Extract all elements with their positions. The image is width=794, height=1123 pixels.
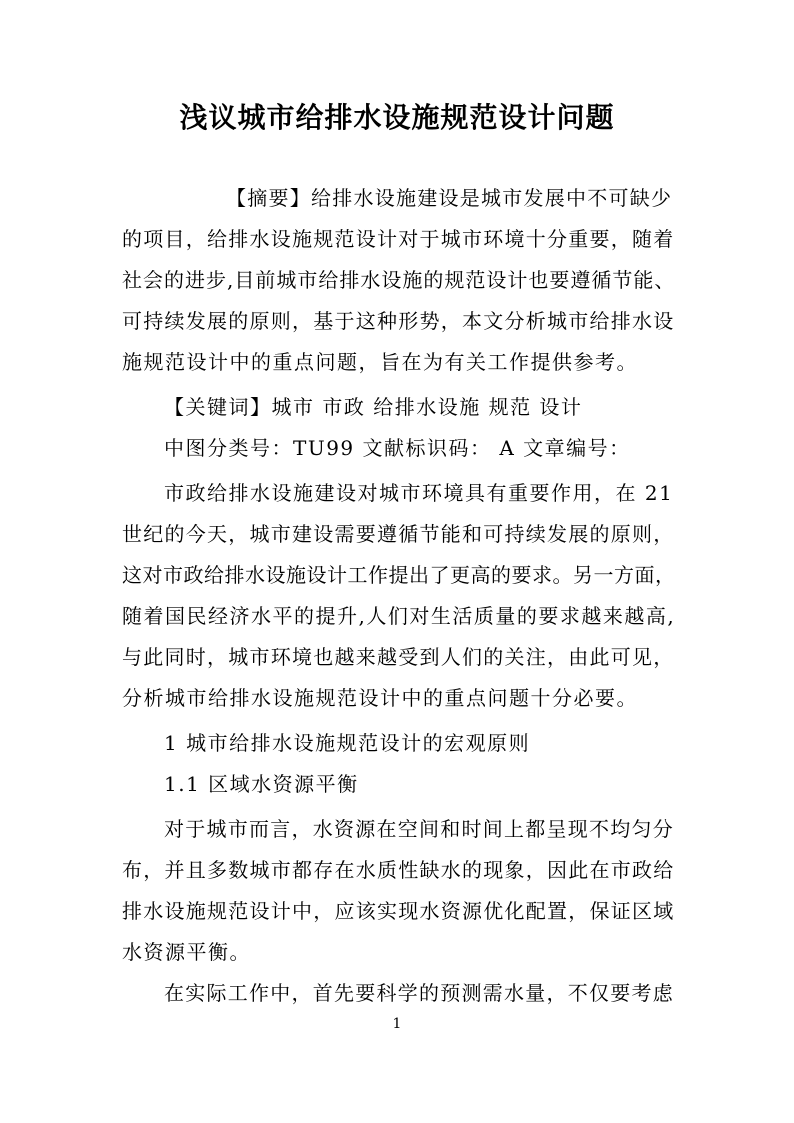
page-number: 1 — [392, 1016, 402, 1032]
classification-line: 中图分类号：TU99 文献标识码： A 文章编号： — [164, 436, 631, 460]
body-line-2: 世纪的今天，城市建设需要遵循节能和可持续发展的原则， — [122, 522, 675, 546]
section-heading-1: 1 城市给排水设施规范设计的宏观原则 — [164, 731, 531, 755]
abstract-line-5: 施规范设计中的重点问题，旨在为有关工作提供参考。 — [122, 350, 638, 374]
body-line-3: 这对市政给排水设施设计工作提出了更高的要求。另一方面， — [122, 563, 676, 587]
body-line-11: 在实际工作中，首先要科学的预测需水量，不仅要考虑 — [164, 981, 674, 1005]
abstract-line-4: 可持续发展的原则，基于这种形势，本文分析城市给排水设 — [122, 309, 675, 333]
body-line-5: 与此同时，城市环境也越来越受到人们的关注，由此可见， — [122, 645, 675, 669]
body-line-6: 分析城市给排水设施规范设计中的重点问题十分必要。 — [122, 686, 638, 710]
body-line-7: 对于城市而言，水资源在空间和时间上都呈现不均匀分 — [164, 817, 674, 841]
abstract-line-2: 的项目，给排水设施规范设计对于城市环境十分重要，随着 — [122, 227, 675, 251]
body-line-1: 市政给排水设施建设对城市环境具有重要作用，在 21 — [164, 481, 674, 505]
body-line-10: 水资源平衡。 — [122, 940, 251, 964]
abstract-line-1: 【摘要】给排水设施建设是城市发展中不可缺少 — [226, 186, 673, 210]
body-line-8: 布，并且多数城市都存在水质性缺水的现象，因此在市政给 — [122, 858, 675, 882]
body-line-9: 排水设施规范设计中，应该实现水资源优化配置，保证区域 — [122, 899, 675, 923]
abstract-line-3: 社会的进步,目前城市给排水设施的规范设计也要遵循节能、 — [122, 268, 676, 292]
document-title: 浅议城市给排水设施规范设计问题 — [179, 101, 615, 134]
subsection-heading-1-1: 1.1 区域水资源平衡 — [164, 772, 359, 796]
body-line-4: 随着国民经济水平的提升,人们对生活质量的要求越来越高, — [122, 604, 676, 628]
keywords-line: 【关键词】城市 市政 给排水设施 规范 设计 — [164, 395, 583, 419]
